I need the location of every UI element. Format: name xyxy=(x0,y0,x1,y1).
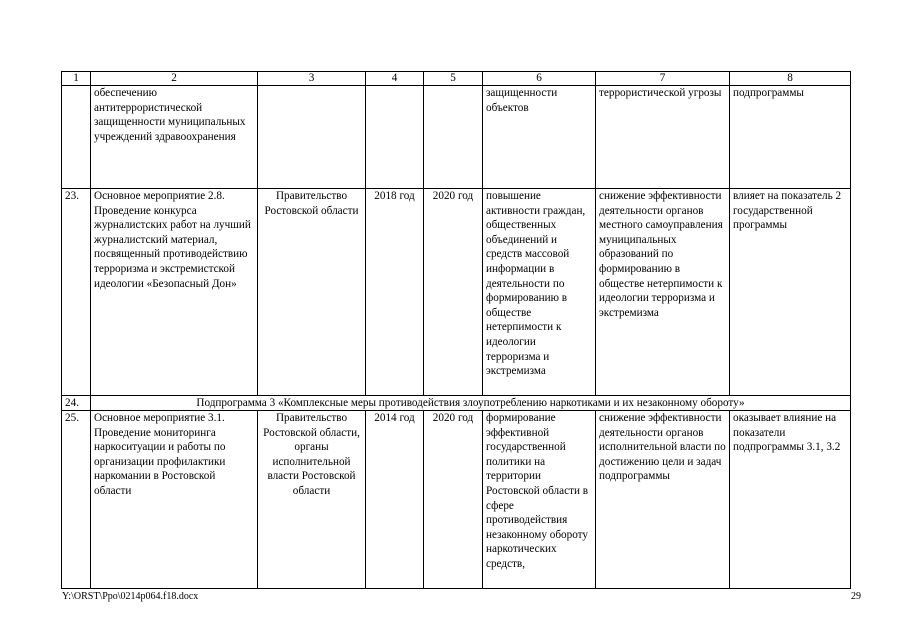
header-cell: 6 xyxy=(483,72,596,86)
result-cell: защищенности объектов xyxy=(483,86,596,189)
header-cell: 1 xyxy=(62,72,91,86)
result-cell: формирование эффективной государственной политики на территории Ростовской области в сфере противодействия незаконному обороту наркотических средств, xyxy=(483,411,596,589)
executor-cell: Правительство Ростовской области xyxy=(258,189,366,396)
relation-cell: оказывает влияние на показатели подпрограммы 3.1, 3.2 xyxy=(730,411,851,589)
relation-cell: подпрограммы xyxy=(730,86,851,189)
end-cell: 2020 год xyxy=(424,411,483,589)
relation-cell: влияет на показатель 2 государственной программы xyxy=(730,189,851,396)
row-number: 24. xyxy=(62,396,91,411)
row-number: 25. xyxy=(62,411,91,589)
start-cell: 2014 год xyxy=(366,411,424,589)
consequence-cell: снижение эффективности деятельности органов исполнительной власти по достижению цели и задач подпрограммы xyxy=(596,411,730,589)
consequence-cell: снижение эффективности деятельности органов местного самоуправления муниципальных образований по формированию в обществе нетерпимости к идеологии терроризма и экстремизма xyxy=(596,189,730,396)
measures-table xyxy=(61,71,851,589)
row-number: 23. xyxy=(62,189,91,396)
executor-cell xyxy=(258,86,366,189)
start-cell xyxy=(366,86,424,189)
start-cell: 2018 год xyxy=(366,189,424,396)
header-cell: 2 xyxy=(91,72,258,86)
file-path: Y:\ORST\Ppo\0214p064.f18.docx xyxy=(62,591,199,602)
subprogram-title: Подпрограмма 3 «Комплексные меры противодействия злоупотреблению наркотиками и их незаконному обороту» xyxy=(91,396,851,411)
header-cell: 4 xyxy=(366,72,424,86)
end-cell: 2020 год xyxy=(424,189,483,396)
executor-cell: Правительство Ростовской области, органы исполнительной власти Ростовской области xyxy=(258,411,366,589)
header-row xyxy=(62,72,851,86)
result-cell: повышение активности граждан, общественных объединений и средств массовой информации в деятельности по формированию в обществе нетерпимости к идеологии терроризма и экстремизма xyxy=(483,189,596,396)
header-cell: 8 xyxy=(730,72,851,86)
header-cell: 7 xyxy=(596,72,730,86)
table-row xyxy=(62,411,851,589)
end-cell xyxy=(424,86,483,189)
subprogram-row xyxy=(62,396,851,411)
measure-cell: Основное мероприятие 3.1. Проведение мониторинга наркоситуации и работы по организации профилактики наркомании в Ростовской области xyxy=(91,411,258,589)
measure-cell: Основное мероприятие 2.8. Проведение конкурса журналистских работ на лучший журналистский материал, посвященный противодействию терроризма и экстремистской идеологии «Безопасный Дон» xyxy=(91,189,258,396)
measure-cell: обеспечению антитеррористической защищенности муниципальных учреждений здравоохранения xyxy=(91,86,258,189)
table-row xyxy=(62,189,851,396)
header-cell: 3 xyxy=(258,72,366,86)
page-number: 29 xyxy=(851,591,861,602)
table-row xyxy=(62,86,851,189)
consequence-cell: террористической угрозы xyxy=(596,86,730,189)
header-cell: 5 xyxy=(424,72,483,86)
row-number xyxy=(62,86,91,189)
